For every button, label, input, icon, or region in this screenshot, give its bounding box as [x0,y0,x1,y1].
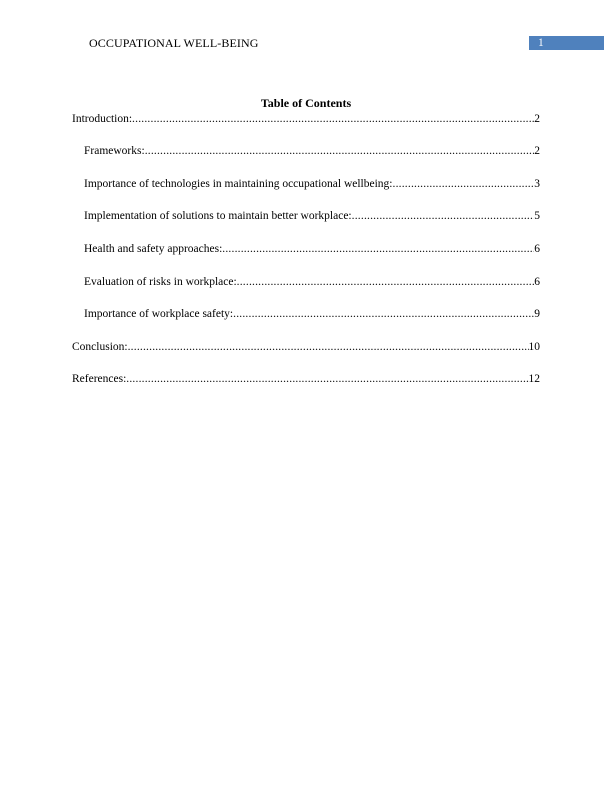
toc-entry-page: 2 [534,113,540,125]
toc-entry-label: Evaluation of risks in workplace: [84,276,237,288]
dot-leader [128,340,529,354]
toc-heading: Table of Contents [260,96,352,110]
dot-leader [126,372,528,386]
dot-leader [233,307,534,321]
dot-leader [132,112,534,126]
toc-entry-label: Health and safety approaches: [84,243,223,255]
toc-entry-page: 2 [534,145,540,157]
toc-entry-evaluation-of-risks[interactable] [84,275,540,289]
toc-entry-page: 12 [528,373,540,385]
dot-leader [352,209,535,223]
toc-entry-label: References: [72,373,127,385]
toc-entry-page: 5 [534,210,540,222]
toc-entry-introduction[interactable] [72,112,540,126]
toc-entry-label: Conclusion: [72,341,128,353]
toc-entry-importance-of-workplace-safety[interactable] [84,307,540,321]
toc-entry-implementation-of-solutions[interactable] [84,209,540,223]
toc-entry-label: Frameworks: [84,145,145,157]
toc-entry-health-and-safety[interactable] [84,242,540,256]
toc-entry-page: 10 [528,341,540,353]
toc-entry-references[interactable] [72,372,540,386]
dot-leader [145,144,535,158]
toc-entry-label: Importance of workplace safety: [84,308,234,320]
dot-leader [393,177,535,191]
toc-entry-label: Implementation of solutions to maintain better workplace: [84,210,352,222]
page-number-badge: 1 [529,36,604,50]
toc-entry-importance-of-technologies[interactable] [84,177,540,191]
toc-entry-page: 9 [534,308,540,320]
toc-entry-conclusion[interactable] [72,340,540,354]
running-header-title: OCCUPATIONAL WELL-BEING [89,36,259,50]
toc-entry-label: Introduction: [72,113,133,125]
toc-entry-label: Importance of technologies in maintaining occupational wellbeing: [84,178,393,190]
toc-entry-frameworks[interactable] [84,144,540,158]
dot-leader [222,242,534,256]
toc-entry-page: 6 [534,276,540,288]
toc-entry-page: 3 [534,178,540,190]
toc-entry-page: 6 [534,243,540,255]
dot-leader [237,275,535,289]
